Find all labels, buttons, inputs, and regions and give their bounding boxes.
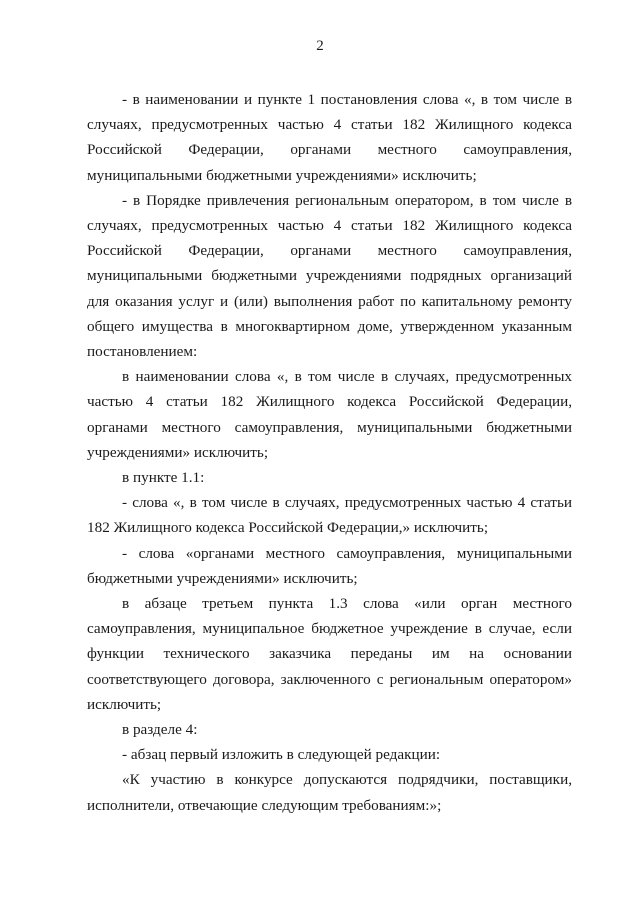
page-number: 2: [316, 38, 324, 54]
document-body: [87, 87, 572, 818]
paragraph-8: в разделе 4:: [122, 721, 198, 739]
paragraph-4: в пункте 1.1:: [122, 469, 205, 487]
paragraph-9: - абзац первый изложить в следующей редакции:: [122, 746, 441, 764]
paragraph-7: в абзаце третьем пункта 1.3 слова «или орган местного самоуправления, муниципальное бюджетное учреждение в случае, если функции технического заказчика переданы им на основании соответствующего договора, заключенного с региональным оператором» исключить;: [87, 595, 572, 713]
paragraph-3: в наименовании слова «, в том числе в случаях, предусмотренных частью 4 статьи 182 Жилищного кодекса Российской Федерации, органами местного самоуправления, муниципальными бюджетными учреждениями» исключить;: [87, 368, 572, 461]
paragraph-5: - слова «, в том числе в случаях, предусмотренных частью 4 статьи 182 Жилищного кодекса Российской Федерации,» исключить;: [87, 494, 572, 537]
paragraph-2: - в Порядке привлечения региональным оператором, в том числе в случаях, предусмотренных частью 4 статьи 182 Жилищного кодекса Российской Федерации, органами местного самоуправления, муниципальными бюджетными учреждениями подрядных организаций для оказания услуг и (или) выполнения работ по капитальному ремонту общего имущества в многоквартирном доме, утвержденном указанным постановлением:: [87, 191, 572, 361]
paragraph-6: - слова «органами местного самоуправления, муниципальными бюджетными учреждениями» исключить;: [87, 544, 572, 587]
paragraph-10: «К участию в конкурсе допускаются подрядчики, поставщики, исполнители, отвечающие следующим требованиям:»;: [87, 771, 572, 814]
paragraph-1: - в наименовании и пункте 1 постановления слова «, в том числе в случаях, предусмотренных частью 4 статьи 182 Жилищного кодекса Российской Федерации, органами местного самоуправления, муниципальными бюджетными учреждениями» исключить;: [87, 91, 572, 184]
